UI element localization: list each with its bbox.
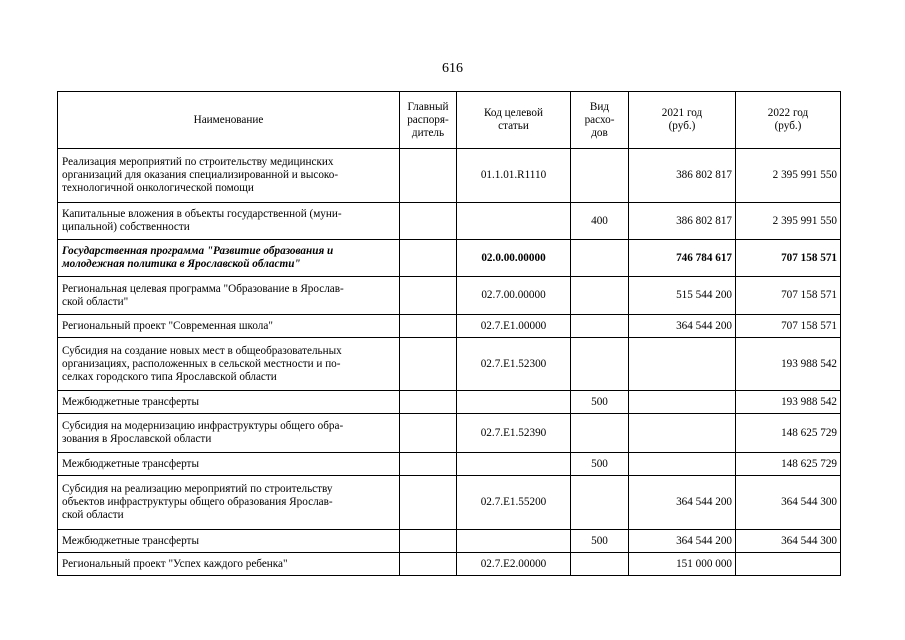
row-code [457,530,571,553]
row-code [457,203,571,240]
row-name: Государственная программа "Развитие образования и молодежная политика в Ярославской области" [58,240,400,277]
row-code: 02.7.E1.52390 [457,414,571,453]
row-2021: 386 802 817 [629,149,736,203]
row-type: 500 [571,453,629,476]
row-admin [400,149,457,203]
header-type: Вид расхо- дов [571,92,629,149]
row-2021 [629,453,736,476]
table-row [58,530,841,553]
row-admin [400,453,457,476]
header-2022: 2022 год (руб.) [736,92,841,149]
row-type [571,240,629,277]
row-type: 500 [571,391,629,414]
row-code: 02.7.E1.55200 [457,476,571,530]
table-row [58,476,841,530]
row-code: 02.7.00.00000 [457,277,571,315]
row-type [571,277,629,315]
row-2021: 386 802 817 [629,203,736,240]
header-code: Код целевой статьи [457,92,571,149]
row-2021: 364 544 200 [629,315,736,338]
row-2022: 364 544 300 [736,476,841,530]
row-type [571,476,629,530]
table-body [58,149,841,576]
header-row [58,92,841,149]
row-code: 02.7.E1.52300 [457,338,571,391]
row-type [571,414,629,453]
row-2022: 2 395 991 550 [736,149,841,203]
table-row [58,338,841,391]
row-admin [400,553,457,576]
row-type: 500 [571,530,629,553]
row-type [571,338,629,391]
row-admin [400,240,457,277]
row-2021: 151 000 000 [629,553,736,576]
row-name: Субсидия на модернизацию инфраструктуры общего обра- зования в Ярославской области [58,414,400,453]
table-row [58,553,841,576]
row-type: 400 [571,203,629,240]
row-2021: 515 544 200 [629,277,736,315]
row-admin [400,315,457,338]
row-name: Межбюджетные трансферты [58,453,400,476]
row-2022: 707 158 571 [736,240,841,277]
row-type [571,315,629,338]
row-admin [400,414,457,453]
table-row [58,240,841,277]
row-2021 [629,338,736,391]
row-code [457,453,571,476]
header-2021: 2021 год (руб.) [629,92,736,149]
row-code: 02.0.00.00000 [457,240,571,277]
row-name: Региональный проект "Современная школа" [58,315,400,338]
row-admin [400,391,457,414]
row-2021: 746 784 617 [629,240,736,277]
table-row [58,453,841,476]
row-2021: 364 544 200 [629,530,736,553]
row-type [571,149,629,203]
table-row [58,414,841,453]
row-code [457,391,571,414]
row-2022: 364 544 300 [736,530,841,553]
row-2022: 148 625 729 [736,414,841,453]
row-code: 02.7.E2.00000 [457,553,571,576]
row-code: 02.7.E1.00000 [457,315,571,338]
row-2021 [629,414,736,453]
row-admin [400,203,457,240]
row-2022: 707 158 571 [736,277,841,315]
row-name: Субсидия на создание новых мест в общеобразовательных организациях, расположенных в сельской местности и по- селках городского типа Ярославской области [58,338,400,391]
row-2022 [736,553,841,576]
row-name: Реализация мероприятий по строительству медицинских организаций для оказания специализированной и высоко- технологичной онкологической помощи [58,149,400,203]
row-2022: 707 158 571 [736,315,841,338]
table-row [58,203,841,240]
header-admin: Главный распоря- дитель [400,92,457,149]
row-2022: 193 988 542 [736,338,841,391]
row-admin [400,530,457,553]
row-2022: 148 625 729 [736,453,841,476]
row-admin [400,338,457,391]
row-code: 01.1.01.R1110 [457,149,571,203]
row-name: Региональный проект "Успех каждого ребенка" [58,553,400,576]
header-name: Наименование [58,92,400,149]
row-name: Межбюджетные трансферты [58,391,400,414]
table-row [58,315,841,338]
row-2021 [629,391,736,414]
row-admin [400,277,457,315]
row-name: Межбюджетные трансферты [58,530,400,553]
budget-table [57,91,841,576]
table-row [58,149,841,203]
table-row [58,277,841,315]
table-row [58,391,841,414]
row-type [571,553,629,576]
row-2022: 2 395 991 550 [736,203,841,240]
page-number: 616 [442,61,463,76]
row-name: Субсидия на реализацию мероприятий по строительству объектов инфраструктуры общего образования Ярослав- ской области [58,476,400,530]
row-name: Капитальные вложения в объекты государственной (муни- ципальной) собственности [58,203,400,240]
row-admin [400,476,457,530]
row-2021: 364 544 200 [629,476,736,530]
row-2022: 193 988 542 [736,391,841,414]
row-name: Региональная целевая программа "Образование в Ярослав- ской области" [58,277,400,315]
